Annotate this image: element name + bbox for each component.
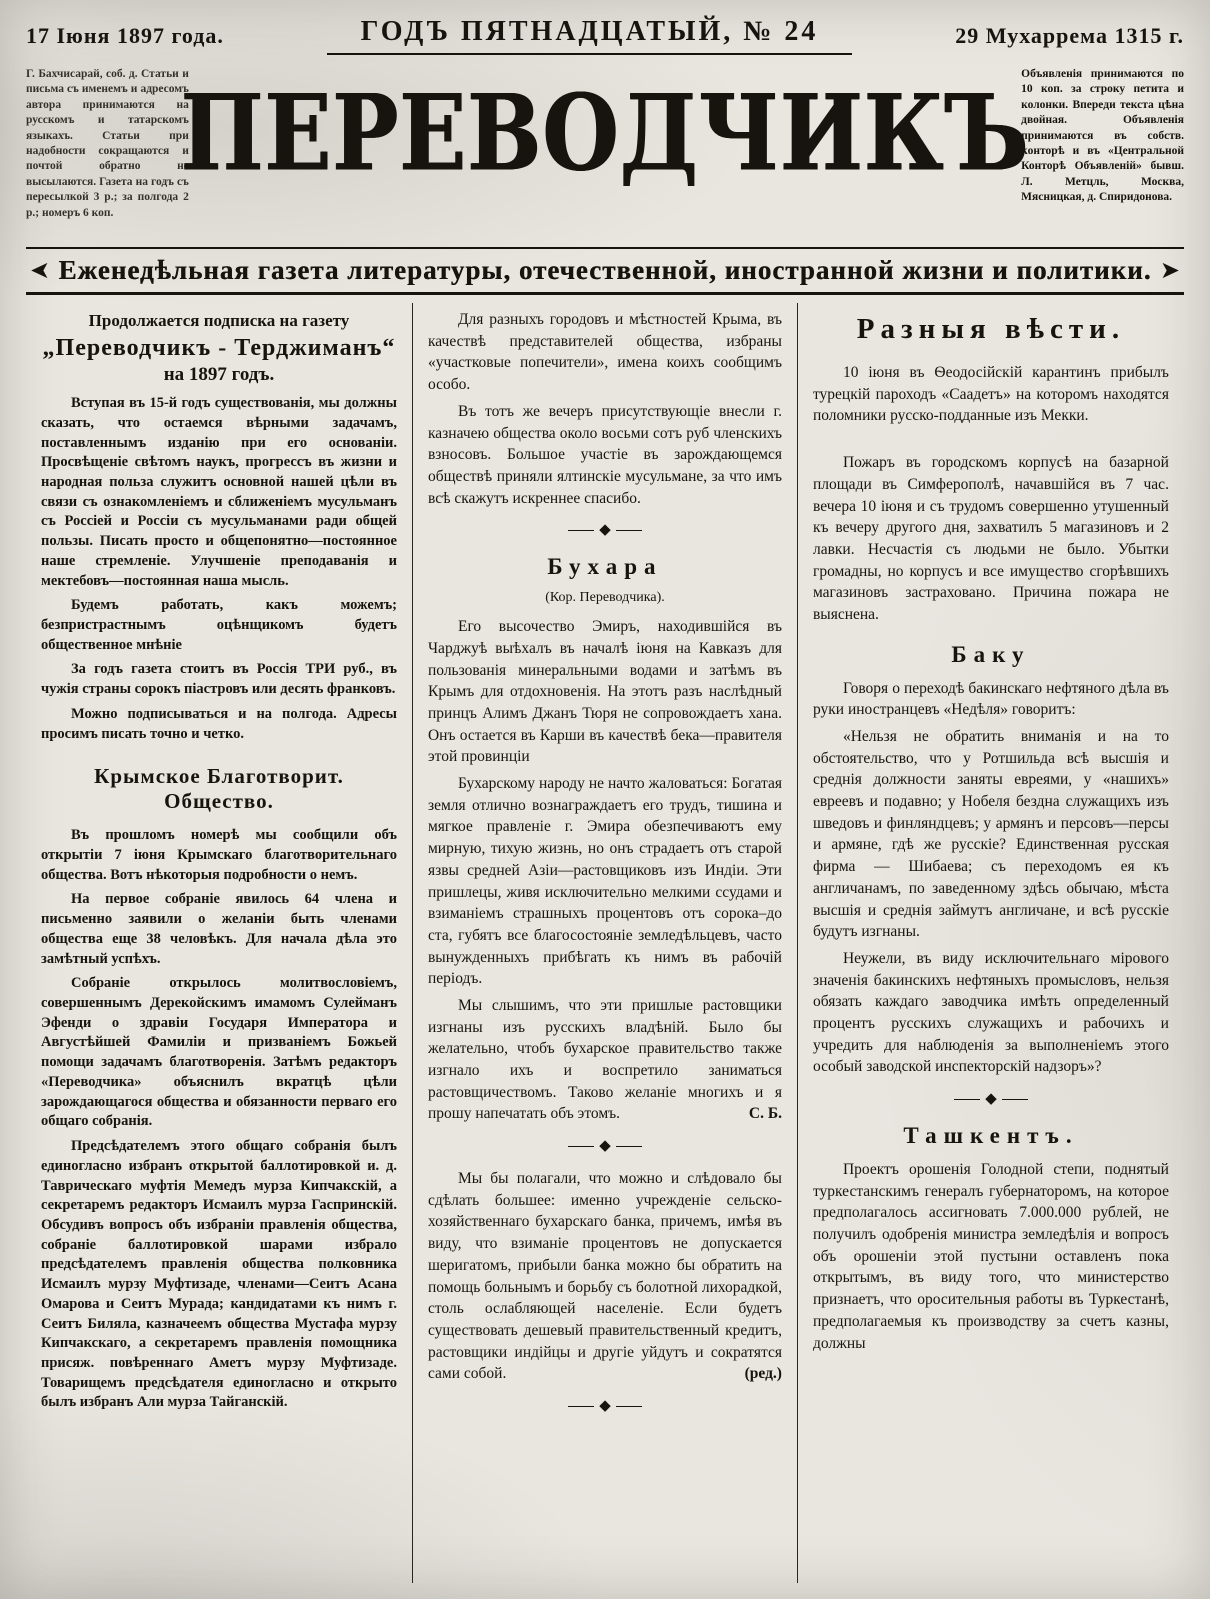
subscription-title: „Переводчикъ - Терджиманъ“ [42,335,396,362]
paragraph: Будемъ работать, какъ можемъ; безпристрастнымъ оцѣнщикомъ будетъ общественное мнѣніе [41,597,397,653]
left-arrow-ornament-icon: ➤ [30,257,51,284]
author-signature: С. Б. [748,1105,782,1123]
editorial-office-note: Г. Бахчисарай, соб. д. Статьи и письма съ именемъ и адресомъ автора принимаются на русскомъ и татарскомъ языкахъ. Статьи при надобности сокращаются и почтой обратно не высылаются. Газета на годъ съ пересылкой 3 р.; за полгода 2 р.; номеръ 6 коп. [26,68,189,219]
subtitle-banner [26,247,1184,295]
diamond-ornament-icon: ◆ [599,1138,611,1155]
masthead [26,57,1184,221]
paragraph: Для разныхъ городовъ и мѣстностей Крыма, въ качествѣ представителей общества, избраны «участковые попечители», имена коихъ сообщимъ особо. [427,311,782,394]
diamond-ornament-icon: ◆ [985,1091,997,1107]
right-arrow-ornament-icon: ➤ [1159,257,1180,284]
divider-line [568,1406,594,1407]
paragraph: Бухарскому народу не начто жаловаться: Богатая земля отлично вознаграждаетъ его трудъ, тишина и мягкое правленіе г. Эмира обезпечиваютъ ему мирную, тихую жизнь, но онъ страдаетъ отъ старой язвы средней Азіи—растовщиковъ изъ Индіи. Эти пришлецы, живя исключительно мелкими ссудами и взиманіемъ страшныхъ процентовъ отъ сорока–до ста, губятъ все благосостояніе земледѣльцевъ, часто вынужденныхъ прибѣгать къ нимъ въ рабочій періодъ. [427,775,782,988]
masthead-title-wrap [180,57,1030,195]
section-divider-ornament [813,1092,1169,1107]
paragraph-with-signature [428,995,782,1125]
paragraph: Въ тотъ же вечеръ присутствующіе внесли г. казначею общества около восьми сотъ руб членскихъ взносовъ. Большое участіе въ зарождающемся обществѣ приняли ялтинскіе мусульмане, за что имъ всѣ скажутъ искреннее спасибо. [427,402,782,507]
divider-line [568,530,594,531]
section-divider-ornament [428,1139,782,1154]
paragraph: Проектъ орошенія Голодной степи, поднятый туркестанскимъ генералъ губернаторомъ, на которое предполагалось ассигновать 7.000.000 рублей, не получилъ одобренія министра земледѣлія и вопросъ объ орошеніи этой пустыни оставленъ пока открытымъ, въ виду того, что министерство признаетъ, что оросительныя работы въ Туркестанѣ, предполагаемыя къ производству за счетъ казны, должны [812,1161,1169,1352]
subscription-year: на 1897 годъ. [163,364,275,386]
column-3 [798,303,1184,1583]
issue-date-islamic: 29 Мухаррема 1315 г. [955,23,1184,48]
paragraph: Пожаръ въ городскомъ корпусѣ на базарной площади въ Симферополѣ, начавшійся въ 7 час. вечера 10 іюня и съ трудомъ совершенно утушенный къ вечеру другого дня, захватилъ 5 магазиновъ и 2 лавки. Несчастія съ людьми не было. Убытки громадны, но корпусъ и все имущество сгорѣвшихъ магазиновъ застраховано. Причина пожара не выяснена. [812,454,1169,623]
article-columns [26,303,1184,1583]
newspaper-title: ПЕРЕВОДЧИКЪ [180,71,1030,195]
divider-line [954,1099,980,1100]
issue-date-gregorian: 17 Іюня 1897 года. [26,23,224,48]
issue-year-number: ГОДЪ ПЯТНАДЦАТЫЙ, № 24 [327,16,853,55]
article-heading-baku: Баку [951,641,1031,667]
advertising-note: Объявленія принимаются по 10 коп. за строку петита и колонки. Впереди текста цѣна двойная. Объявленія принимаются въ собств. конторѣ и въ «Центральной Конторѣ Объявленій» бывш. Л. Метцль, Москва, Мясницкая, д. Спиридонова. [1021,68,1184,204]
paragraph: Въ прошломъ номерѣ мы сообщили объ открытіи 7 іюня Крымскаго благотворительнаго общества. Вотъ нѣкоторыя подробности о немъ. [41,827,397,883]
editorial-signature: (ред.) [744,1365,782,1383]
divider-line [616,1406,642,1407]
paragraph: Вступая въ 15-й годъ существованія, мы должны сказать, что остаемся вѣрными задачамъ, поставленнымъ изданію при его основаніи. Просвѣщеніе свѣтомъ наукъ, прогрессъ въ жизни и народная польза служитъ основной нашей цѣли въ связи съ ознакомленіемъ и сближеніемъ мусульманъ съ Россіей и Россіи съ мусульманами ради общей пользы. Писать просто и общепонятно—постоянное наше стремленіе. Улучшеніе преподаванія и мектебовъ—постоянная наша мысль. [41,395,397,589]
divider-line [616,530,642,531]
diamond-ornament-icon: ◆ [599,522,611,539]
paragraph-with-signature [428,1168,782,1385]
article-heading-bukhara: Бухара [547,554,663,580]
paragraph: Говоря о переходѣ бакинскаго нефтяного дѣла въ руки иностранцевъ «Недѣля» говоритъ: [812,679,1169,719]
column-2 [412,303,798,1583]
section-divider-ornament [428,523,782,538]
paragraph: На первое собраніе явилось 64 члена и письменно заявили о желаніи быть членами общества еще 38 человѣкъ. Для начала дѣла это замѣтный успѣхъ. [41,891,397,967]
divider-line [568,1146,594,1147]
paragraph: Предсѣдателемъ этого общаго собранія былъ единогласно избранъ открытой баллотировкой и. д. Таврическаго муфтія Мемедъ мурза Кипчакскій, а секретаремъ редакторъ Исмаилъ мурза Гаспринскій. Обсудивъ вопросъ объ избраніи правленія общества, собраніе баллотировкой шарами избрало предсѣдателемъ правленія общества полковника Исмаилъ мурзу Муфтизаде, членами—Сеитъ Асана Омарова и Сеитъ Мурада; кандидатами къ нимъ г. Сеитъ Биляла, казначеемъ общества Мустафа мурзу Кипчакскаго, а секретаремъ правленія помощника присяж. повѣреннаго Аметъ мурзу Муфтизаде. Товарищемъ предсѣдателя единогласно и открыто былъ избранъ Али мурза Тайганскій. [41,1138,397,1411]
paragraph: Можно подписываться и на полгода. Адресы просимъ писать точно и четко. [41,705,397,742]
paragraph: Неужели, въ виду исключительнаго мірового значенія бакинскихъ нефтяныхъ промысловъ, нельзя обязать каждаго заводчика имѣть определенный процентъ русскихъ служащихъ и рабочихъ и учредить для наблюденія за выполненіемъ этого особый заводской инспекторскій надзоръ»? [812,949,1169,1076]
paragraph: 10 іюня въ Ѳеодосійскій карантинъ прибылъ турецкій пароходъ «Саадетъ» на которомъ находятся поломники русско-подданные изъ Мекки. [812,364,1169,425]
diamond-ornament-icon: ◆ [599,1397,611,1414]
paragraph: Собраніе открылось молитвословіемъ, совершеннымъ Дерекойскимъ имамомъ Сулейманъ Эфенди о здравіи Государя Императора и Августѣйшей Фамиліи и призваніемъ Божьей помощи задачамъ благотворенія. Затѣмъ редакторъ «Переводчика» объяснилъ вкратцѣ цѣли зарождающагося общества и обязанности перваго его общаго собранія. [41,975,397,1130]
subscription-lead-line: Продолжается подписка на газету [88,311,350,331]
paragraph-text: Мы слышимъ, что эти пришлые растовщики изгнаны изъ русскихъ владѣній. Было бы желательно, чтобъ бухарское правительство также изгнало ихъ и воспретило заниматься растовщичествомъ. Таково желаніе многихъ и я прошу напечатать объ этомъ. [427,996,782,1123]
paragraph: «Нельзя не обратить вниманія и на то обстоятельство, что у Ротшильда всѣ высшія и среднія должности заняты евреями, у «нашихъ» евреевъ и подавно; у Нобеля бездна служащихъ изъ шведовъ и финляндцевъ; у армянъ и персовъ—персы и армяне, гдѣ же русскіе? Единственная русская фирма — Шибаева; съ переходомъ ея къ англичанамъ, по заведенному здѣсь обычаю, мѣста высшія и среднія займутъ англичане, и всѣ русскіе будутъ изгнаны. [812,728,1169,941]
column-1 [26,303,412,1583]
paragraph: За годъ газета стоитъ въ Россія ТРИ руб., въ чужія страны сорокъ піастровъ или десять франковъ. [41,661,397,698]
article-subheading-correspondent: (Кор. Переводчика). [545,590,665,606]
paragraph: Его высочество Эмиръ, находившійся въ Чарджуѣ выѣхалъ въ началѣ іюня на Кавказъ для пользованія минеральными водами и затѣмъ въ Крымъ для отдохновенія. На этотъ разъ наслѣдный принцъ Алимъ Джанъ Тюря не сопровождаетъ хана. Онъ остается въ Карши въ качествѣ бека—правителя этой провинціи [427,618,782,766]
article-heading-crimean-society: Крымское Благотворит. Общество. [94,764,344,814]
header-row [26,16,1184,55]
article-heading-tashkent: Ташкентъ. [903,1123,1079,1148]
section-divider-ornament [428,1399,782,1414]
paragraph-text: Мы бы полагали, что можно и слѣдовало бы сдѣлать большее: именно учрежденіе сельско-хозяйственнаго бухарскаго банка, причемъ, имѣя въ виду, что взиманіе процентовъ не допускается шеригатомъ, прибыли банка можно бы обратить на помощь больнымъ и борьбу съ болотной лихорадкой, столь ослабляющей населеніе. Если будетъ существовать дешевый правительственный кредитъ, растовщики индійцы и другіе уйдутъ и сократятся сами собой. [427,1170,782,1383]
paragraph-gap [813,432,1169,452]
newspaper-subtitle: Еженедѣльная газета литературы, отечественной, иностранной жизни и политики. [58,255,1152,286]
divider-line [1002,1099,1028,1100]
divider-line [616,1146,642,1147]
section-heading-various-news: Разныя вѣсти. [856,313,1126,346]
